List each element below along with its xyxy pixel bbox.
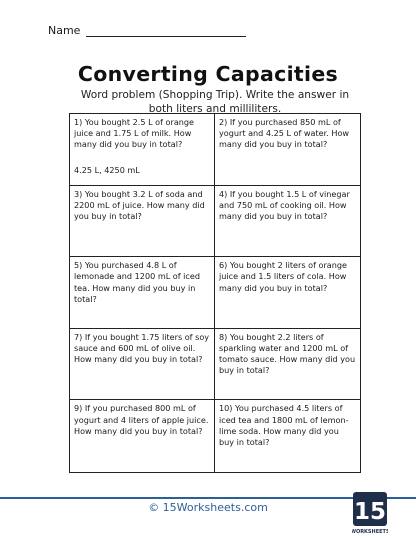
problem-cell-3[interactable]: [70, 186, 215, 258]
problem-grid: [69, 113, 361, 473]
problem-text: 6) You bought 2 liters of orange juice and 1.5 liters of cola. How many did you buy in total?: [219, 260, 347, 293]
problem-cell-4[interactable]: [215, 186, 360, 258]
problem-cell-9[interactable]: [70, 400, 215, 472]
problem-cell-2[interactable]: [215, 114, 360, 186]
problem-cell-8[interactable]: [215, 329, 360, 401]
problem-text: 3) You bought 3.2 L of soda and 2200 mL of juice. How many did you buy in total?: [74, 188, 205, 221]
problem-cell-7[interactable]: [70, 329, 215, 401]
problem-text: 8) You bought 2.2 liters of sparkling water and 1200 mL of tomato sauce. How many did you buy in total?: [219, 331, 356, 376]
worksheet-title: Converting Capacities: [77, 62, 339, 86]
example-answer: 4.25 L, 4250 mL: [74, 164, 140, 175]
logo-number: 15: [353, 499, 387, 525]
problem-text: 10) You purchased 4.5 liters of iced tea and 1800 mL of lemon-lime soda. How many did you buy in total?: [219, 403, 349, 447]
problem-cell-1[interactable]: [70, 114, 215, 186]
problem-text: 2) If you purchased 850 mL of yogurt and 4.25 L of water. How many did you buy in total?: [219, 117, 350, 150]
name-label: Name: [48, 24, 81, 37]
problem-text: 7) If you bought 1.75 liters of soy sauce and 600 mL of olive oil. How many did you buy in total?: [74, 331, 210, 365]
problem-cell-6[interactable]: [215, 257, 360, 329]
worksheets-logo: [352, 491, 388, 535]
problem-text: 4) If you bought 1.5 L of vinegar and 750 mL of cooking oil. How many did you buy in total?: [219, 188, 350, 221]
problem-cell-10[interactable]: [215, 400, 360, 472]
logo-15-icon: [352, 491, 388, 535]
problem-text: 1) You bought 2.5 L of orange juice and 1.75 L of milk. How many did you buy in total?: [74, 117, 195, 150]
name-blank-line[interactable]: [86, 26, 246, 37]
problem-text: 5) You purchased 4.8 L of lemonade and 1200 mL of iced tea. How many did you buy in total?: [74, 260, 200, 304]
logo-caption: WORKSHEETS: [352, 529, 388, 535]
footer-copyright-link[interactable]: © 15Worksheets.com: [148, 501, 268, 514]
problem-text: 9) If you purchased 800 mL of yogurt and 4 liters of apple juice. How many did you buy in total?: [74, 403, 209, 436]
worksheet-instructions: Word problem (Shopping Trip). Write the answer in both liters and milliliters.: [80, 89, 350, 115]
problem-cell-5[interactable]: [70, 257, 215, 329]
name-row: [48, 24, 246, 37]
